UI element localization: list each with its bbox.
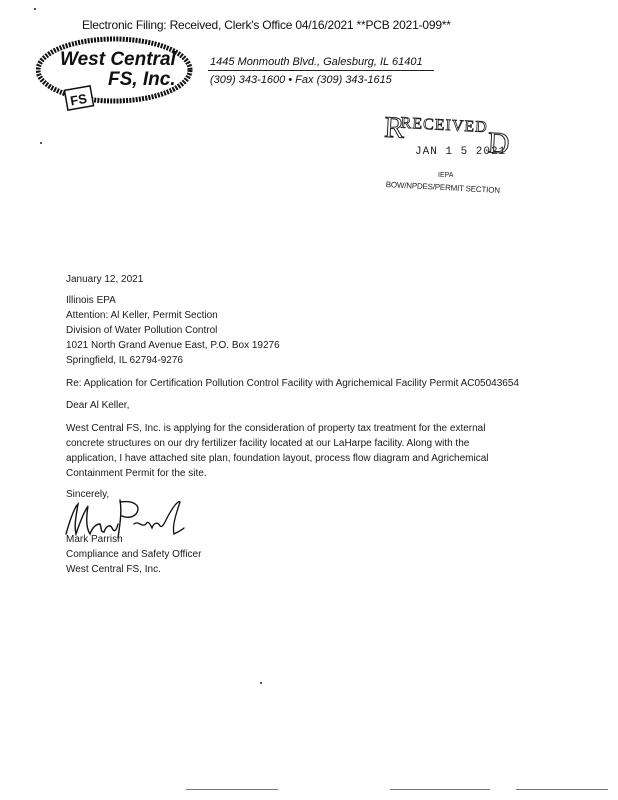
svg-text:R: R (383, 110, 406, 145)
signer-title: Compliance and Safety Officer (66, 549, 202, 560)
signature-block (66, 532, 201, 577)
logo-line1: West Central (60, 49, 176, 70)
footer-line (390, 789, 490, 790)
recipient-line: Illinois EPA (66, 295, 116, 306)
signer-company: West Central FS, Inc. (66, 564, 161, 575)
body-paragraph (66, 421, 488, 481)
recipient-line: Division of Water Pollution Control (66, 325, 218, 336)
letter-date: January 12, 2021 (66, 274, 144, 285)
received-agency: IEPA (438, 172, 454, 179)
body-line: concrete structures on our dry fertilizer facility located at our LaHarpe facility. Along with the (66, 438, 470, 449)
closing: Sincerely, (66, 489, 110, 500)
filing-stamp: Electronic Filing: Received, Clerk's Office 04/16/2021 **PCB 2021-099** (82, 18, 451, 32)
svg-text:D: D (486, 126, 510, 161)
body-line: West Central FS, Inc. is applying for the consideration of property tax treatment for the external (66, 423, 486, 434)
salutation: Dear Al Keller, (66, 400, 130, 411)
recipient-line: 1021 North Grand Avenue East, P.O. Box 19276 (66, 340, 280, 351)
received-stamp (380, 106, 510, 168)
received-stamp-label: RECEIVED (400, 114, 489, 137)
company-logo (36, 36, 196, 114)
recipient-line: Springfield, IL 62794-9276 (66, 355, 183, 366)
signer-name: Mark Parrish (66, 534, 123, 545)
logo-badge: FS (69, 90, 89, 109)
scan-speck (260, 682, 262, 684)
body-line: application, I have attached site plan, foundation layout, process flow diagram and Agrichemical (66, 453, 489, 464)
address-divider (208, 70, 434, 71)
scan-speck (34, 8, 36, 10)
logo-line2: FS, Inc. (108, 69, 176, 90)
received-date: JAN 1 5 2021 (415, 146, 507, 158)
footer-line (186, 789, 278, 790)
body-line: Containment Permit for the site. (66, 468, 207, 479)
company-address: 1445 Monmouth Blvd., Galesburg, IL 61401 (210, 56, 423, 68)
footer-line (516, 789, 608, 790)
recipient-line: Attention: Al Keller, Permit Section (66, 310, 218, 321)
subject-line: Re: Application for Certification Pollution Control Facility with Agrichemical Facility Permit AC05043654 (66, 378, 519, 389)
company-phone-fax: (309) 343-1600 • Fax (309) 343-1615 (210, 74, 392, 86)
recipient-block (66, 293, 280, 368)
scan-speck (40, 142, 42, 144)
received-section: BOW/NPDES/PERMIT SECTION (385, 180, 501, 195)
